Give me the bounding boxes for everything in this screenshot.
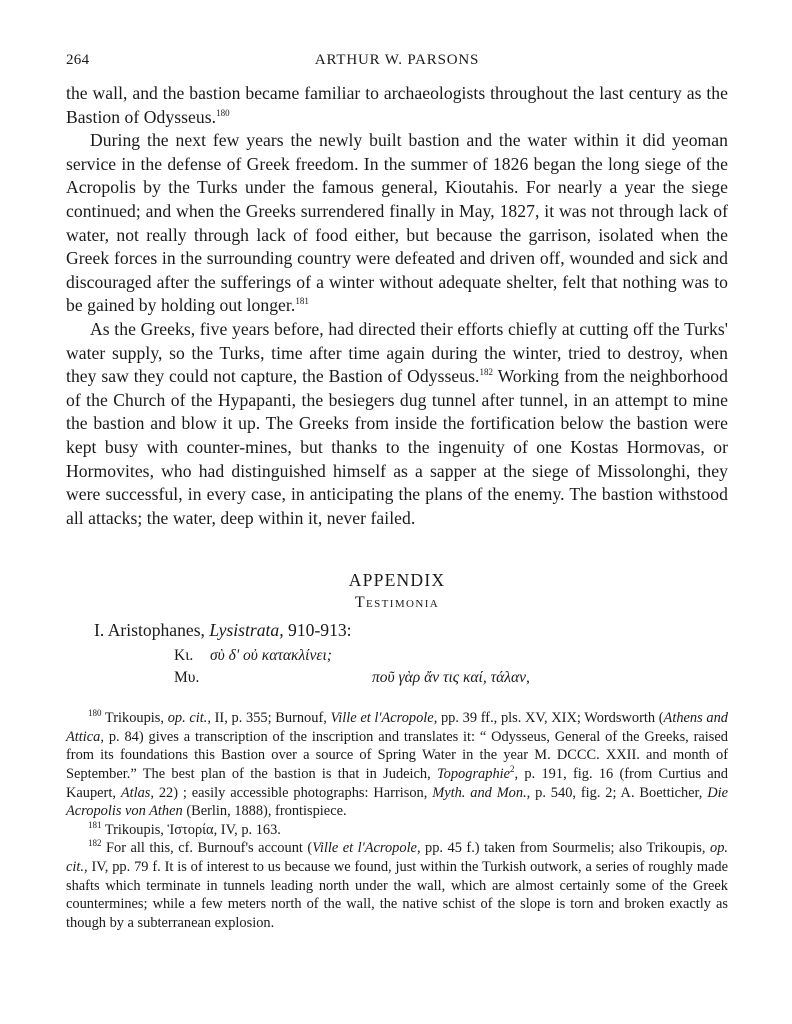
footnote-number: 182 bbox=[88, 838, 102, 849]
footnote-text: p. 84) gives a transcription of the inscription and translates it: “ Odysseus, General of the Greeks, raised from its foundations this Bastion over a source of Spring Water in the year M. DCCC. XXII. and month of September.” The best plan of the bastion is that in Judeich, bbox=[66, 728, 728, 783]
paragraph-3-text-a: As the Greeks, five years before, had directed their efforts chiefly at cutting off the Turks' water supply, so the Turks, time after time again during the winter, tried to destroy, when they saw they could not capture, the Bastion of Odysseus. bbox=[66, 318, 728, 387]
page bbox=[66, 52, 728, 932]
footnote-181 bbox=[66, 821, 728, 840]
greek-line-2 bbox=[174, 669, 624, 691]
citation-title: Athens and Attica, bbox=[66, 710, 728, 745]
footnote-text: IV, p. 163. bbox=[217, 821, 281, 838]
footnote-180 bbox=[66, 709, 728, 821]
testimonium-author: Aristophanes, bbox=[107, 620, 205, 641]
citation-title: Die Acropolis von Athen bbox=[66, 784, 729, 820]
paragraph-1-text: the wall, and the bastion became familiar to archaeologists throughout the last century as the Bastion of Odysseus. bbox=[66, 83, 728, 127]
greek-line-1 bbox=[174, 647, 624, 669]
testimonium-work: Lysistrata, bbox=[209, 620, 284, 641]
footnotes bbox=[66, 709, 728, 932]
citation-title: op. cit., bbox=[167, 710, 211, 727]
greek-quotation bbox=[174, 647, 624, 691]
footnote-text: pp. 39 ff., pls. XV, XIX; Wordsworth ( bbox=[437, 710, 664, 727]
greek-line-2-text: ποῦ γὰρ ἄν τις καί, τάλαν, bbox=[372, 669, 530, 687]
testimonium-lines: 910-913: bbox=[288, 620, 352, 641]
footnote-text: II, p. 355; Burnouf, bbox=[210, 710, 331, 727]
paragraph-2 bbox=[66, 129, 728, 318]
page-number: 264 bbox=[66, 52, 90, 68]
paragraph-3 bbox=[66, 318, 728, 530]
citation-title: op. cit., bbox=[66, 840, 728, 876]
paragraph-3-text-b: Working from the neighborhood of the Church of the Hypapanti, the besiegers dug tunnel after tunnel, in an attempt to mine the bastion and blow it up. The Greeks from inside the fortification below the bastion were kept busy with counter-mines, but thanks to the ingenuity of one Kostas Hormovas, or Hormovites, who had distinguished himself as a sapper at the siege of Missolonghi, they were successful, in every case, in anticipating the plans of the enemy. The bastion withstood all attacks; the water, deep within it, never failed. bbox=[66, 366, 729, 528]
footnote-text: For all this, cf. Burnouf's account ( bbox=[101, 840, 313, 857]
speaker-ki: Κι. bbox=[174, 647, 194, 665]
paragraph-1 bbox=[66, 82, 728, 129]
greek-citation-title: Ἱστορία, bbox=[167, 821, 218, 838]
footnote-text: Trikoupis, bbox=[101, 821, 168, 838]
running-title-author: ARTHUR W. PARSONS bbox=[314, 52, 480, 68]
footnote-ref-181: 181 bbox=[295, 296, 309, 307]
edition-superscript: 2 bbox=[510, 764, 515, 775]
body-text bbox=[66, 82, 728, 530]
citation-title: Topographie bbox=[436, 766, 511, 783]
citation-title: Atlas, bbox=[120, 784, 154, 801]
footnote-ref-180: 180 bbox=[216, 107, 230, 118]
citation-title: Ville et l'Acropole, bbox=[312, 840, 421, 857]
testimonia-heading: Testimonia bbox=[354, 594, 440, 612]
citation-title: Ville et l'Acropole, bbox=[330, 710, 438, 727]
paragraph-2-text: During the next few years the newly built bastion and the water within it did yeoman service in the defense of Greek freedom. In the summer of 1826 began the long siege of the Acropolis by the Turks under the famous general, Kioutahis. For nearly a year the siege continued; and when the Greeks surrendered finally in May, 1827, it was not through lack of water, not really through lack of food either, but because the garrison, isolated when the Greek forces in the surrounding country were defeated and driven off, wounded and sick and discouraged after the sufferings of a winter without adequate shelter, felt that nothing was to be gained by holding out longer. bbox=[66, 130, 728, 316]
citation-title: Myth. and Mon., bbox=[432, 784, 531, 801]
footnote-text: Trikoupis, bbox=[101, 710, 168, 727]
testimonium-number: I. bbox=[94, 620, 105, 641]
testimonium-heading bbox=[94, 620, 728, 641]
appendix-heading: APPENDIX bbox=[348, 570, 446, 591]
running-head bbox=[66, 52, 728, 76]
footnote-text: IV, pp. 79 f. It is of interest to us because we found, just within the Turkish outwork, a series of roughly made shafts which terminate in tunnels leading north under the wall, which are almost certainly some of the Greek countermines; while a few meters north of the wall, the native schist of the slope is torn and broken exactly as though by a subterranean explosion. bbox=[66, 859, 728, 931]
greek-line-1-text: σὺ δ' οὐ κατακλίνει; bbox=[210, 647, 332, 665]
footnote-182 bbox=[66, 839, 728, 932]
footnote-text: , p. 191, fig. 16 (from Curtius and Kaupert, bbox=[66, 766, 728, 801]
speaker-my: Μυ. bbox=[174, 669, 200, 687]
footnote-number: 181 bbox=[88, 820, 102, 831]
footnote-text: pp. 45 f.) taken from Sourmelis; also Trikoupis, bbox=[420, 840, 710, 857]
footnote-text: (Berlin, 1888), frontispiece. bbox=[182, 803, 347, 820]
footnote-text: p. 540, fig. 2; A. Boetticher, bbox=[530, 784, 708, 801]
footnote-number: 180 bbox=[88, 708, 102, 719]
footnote-text: 22) ; easily accessible photographs: Harrison, bbox=[154, 784, 433, 801]
footnote-ref-182: 182 bbox=[479, 367, 494, 378]
